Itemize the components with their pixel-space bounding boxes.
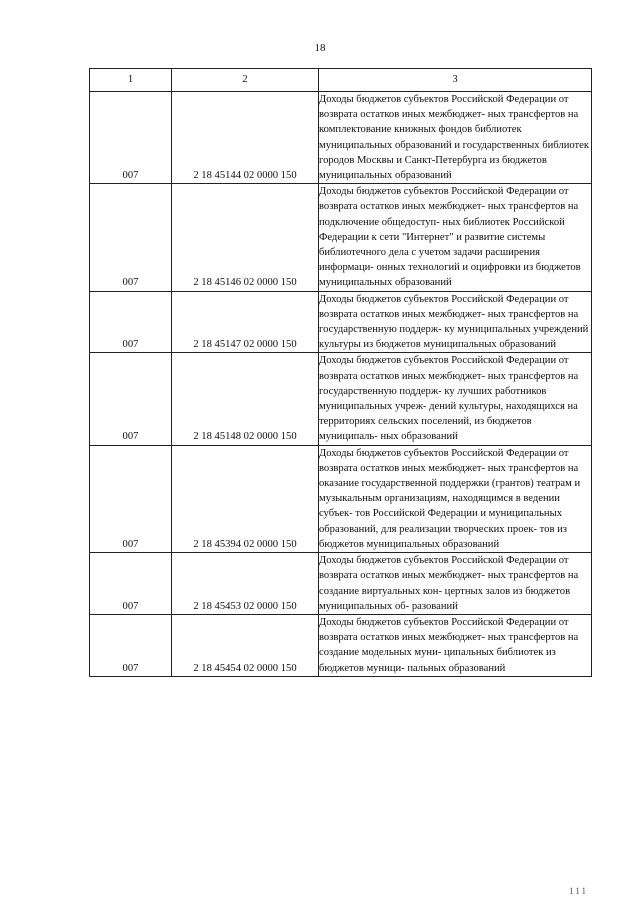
- revenue-description-cell: [319, 553, 592, 615]
- description-text: организациям, находящимся в ведении субъек-: [319, 493, 560, 520]
- admin-code-cell: 007: [90, 184, 172, 291]
- revenue-description-cell: [319, 92, 592, 184]
- header-column-1: 1: [90, 69, 172, 92]
- budget-classification-code-cell: 2 18 45147 02 0000 150: [172, 291, 319, 353]
- description-text: Доходы бюджетов субъектов Российской Федерации от возврата остатков иных межбюджет-: [319, 616, 569, 644]
- description-text: ку лучших работников муниципальных учреж-: [319, 385, 547, 413]
- revenue-description-cell: [319, 184, 592, 291]
- description-text: образований: [395, 170, 452, 182]
- description-text: дела с учетом задачи расширения информаци-: [319, 247, 540, 274]
- admin-code-cell: 007: [90, 291, 172, 353]
- table-row: [90, 445, 592, 552]
- description-text: ных трансфертов на государственную поддерж-: [319, 370, 579, 397]
- description-text: ных образований: [380, 431, 458, 443]
- table-row: [90, 92, 592, 184]
- table-body: [90, 92, 592, 677]
- description-text: ных трансфертов на подключение общедоступ-: [319, 201, 579, 228]
- table-row: [90, 291, 592, 353]
- budget-classification-code-cell: 2 18 45454 02 0000 150: [172, 614, 319, 676]
- budget-classification-code-cell: 2 18 45146 02 0000 150: [172, 184, 319, 291]
- description-text: ных трансфертов на оказание государственной поддержки (грантов) театрам и музыкальным: [319, 462, 581, 505]
- description-text: ных трансфертов на создание модельных муни-: [319, 632, 579, 659]
- description-text: тов Российской Федерации и муниципальных образований, для реализации творческих проек-: [319, 508, 562, 535]
- budget-classification-code-cell: 2 18 45453 02 0000 150: [172, 553, 319, 615]
- description-text: дений культуры, находящихся на территориях сельских поселений, из бюджетов муниципаль-: [319, 401, 578, 443]
- revenue-description-cell: [319, 291, 592, 353]
- admin-code-cell: 007: [90, 614, 172, 676]
- revenue-description-cell: [319, 445, 592, 552]
- footer-mark: 111: [569, 886, 588, 896]
- description-text: пальных образований: [407, 662, 506, 674]
- budget-classification-code-cell: 2 18 45394 02 0000 150: [172, 445, 319, 552]
- table-row: [90, 184, 592, 291]
- page-number: 18: [314, 42, 326, 54]
- description-text: Доходы бюджетов субъектов Российской Федерации от возврата остатков иных межбюджет-: [319, 555, 569, 582]
- description-text: ных трансфертов на комплектование книжных фондов библиотек муниципальных образований: [319, 109, 579, 151]
- table-row: [90, 553, 592, 615]
- description-text: Доходы бюджетов субъектов Российской Федерации от возврата остатков иных межбюджет-: [319, 186, 569, 213]
- description-text: ку муниципальных учреждений культуры из бюджетов муниципальных образований: [319, 324, 589, 351]
- description-text: Доходы бюджетов субъектов Российской Федерации от возврата остатков иных межбюджет-: [319, 355, 569, 382]
- description-text: и государственных библиотек городов Москвы и Санкт-Петербурга из бюджетов муниципальных: [319, 139, 590, 182]
- table-header-row: [90, 69, 592, 92]
- table-row: [90, 353, 592, 445]
- header-column-2: 2: [172, 69, 319, 92]
- revenue-description-cell: [319, 353, 592, 445]
- description-text: онных технологий и оцифровки из бюджетов муниципальных образований: [319, 262, 581, 289]
- budget-classification-code-cell: 2 18 45144 02 0000 150: [172, 92, 319, 184]
- budget-revenue-table: [89, 68, 592, 677]
- description-text: Доходы бюджетов субъектов Российской Федерации от возврата остатков иных межбюджет-: [319, 94, 569, 121]
- budget-classification-code-cell: 2 18 45148 02 0000 150: [172, 353, 319, 445]
- description-text: ных трансфертов на создание виртуальных кон-: [319, 570, 579, 597]
- admin-code-cell: 007: [90, 445, 172, 552]
- revenue-description-cell: [319, 614, 592, 676]
- description-text: ных библиотек Российской Федерации к сети "Интернет" и развитие системы библиотечного: [319, 216, 565, 259]
- description-text: ных трансфертов на государственную поддерж-: [319, 308, 579, 336]
- description-text: цертных залов из бюджетов муниципальных об-: [319, 585, 571, 612]
- description-text: Доходы бюджетов субъектов Российской Федерации от возврата остатков иных межбюджет-: [319, 293, 569, 320]
- description-text: Доходы бюджетов субъектов Российской Федерации от возврата остатков иных межбюджет-: [319, 447, 569, 474]
- admin-code-cell: 007: [90, 553, 172, 615]
- description-text: ципальных библиотек из бюджетов муници-: [319, 647, 556, 674]
- admin-code-cell: 007: [90, 353, 172, 445]
- description-text: тов из бюджетов муниципальных образований: [319, 523, 567, 550]
- admin-code-cell: 007: [90, 92, 172, 184]
- description-text: разований: [411, 600, 458, 612]
- header-column-3: 3: [319, 69, 592, 92]
- table-row: [90, 614, 592, 676]
